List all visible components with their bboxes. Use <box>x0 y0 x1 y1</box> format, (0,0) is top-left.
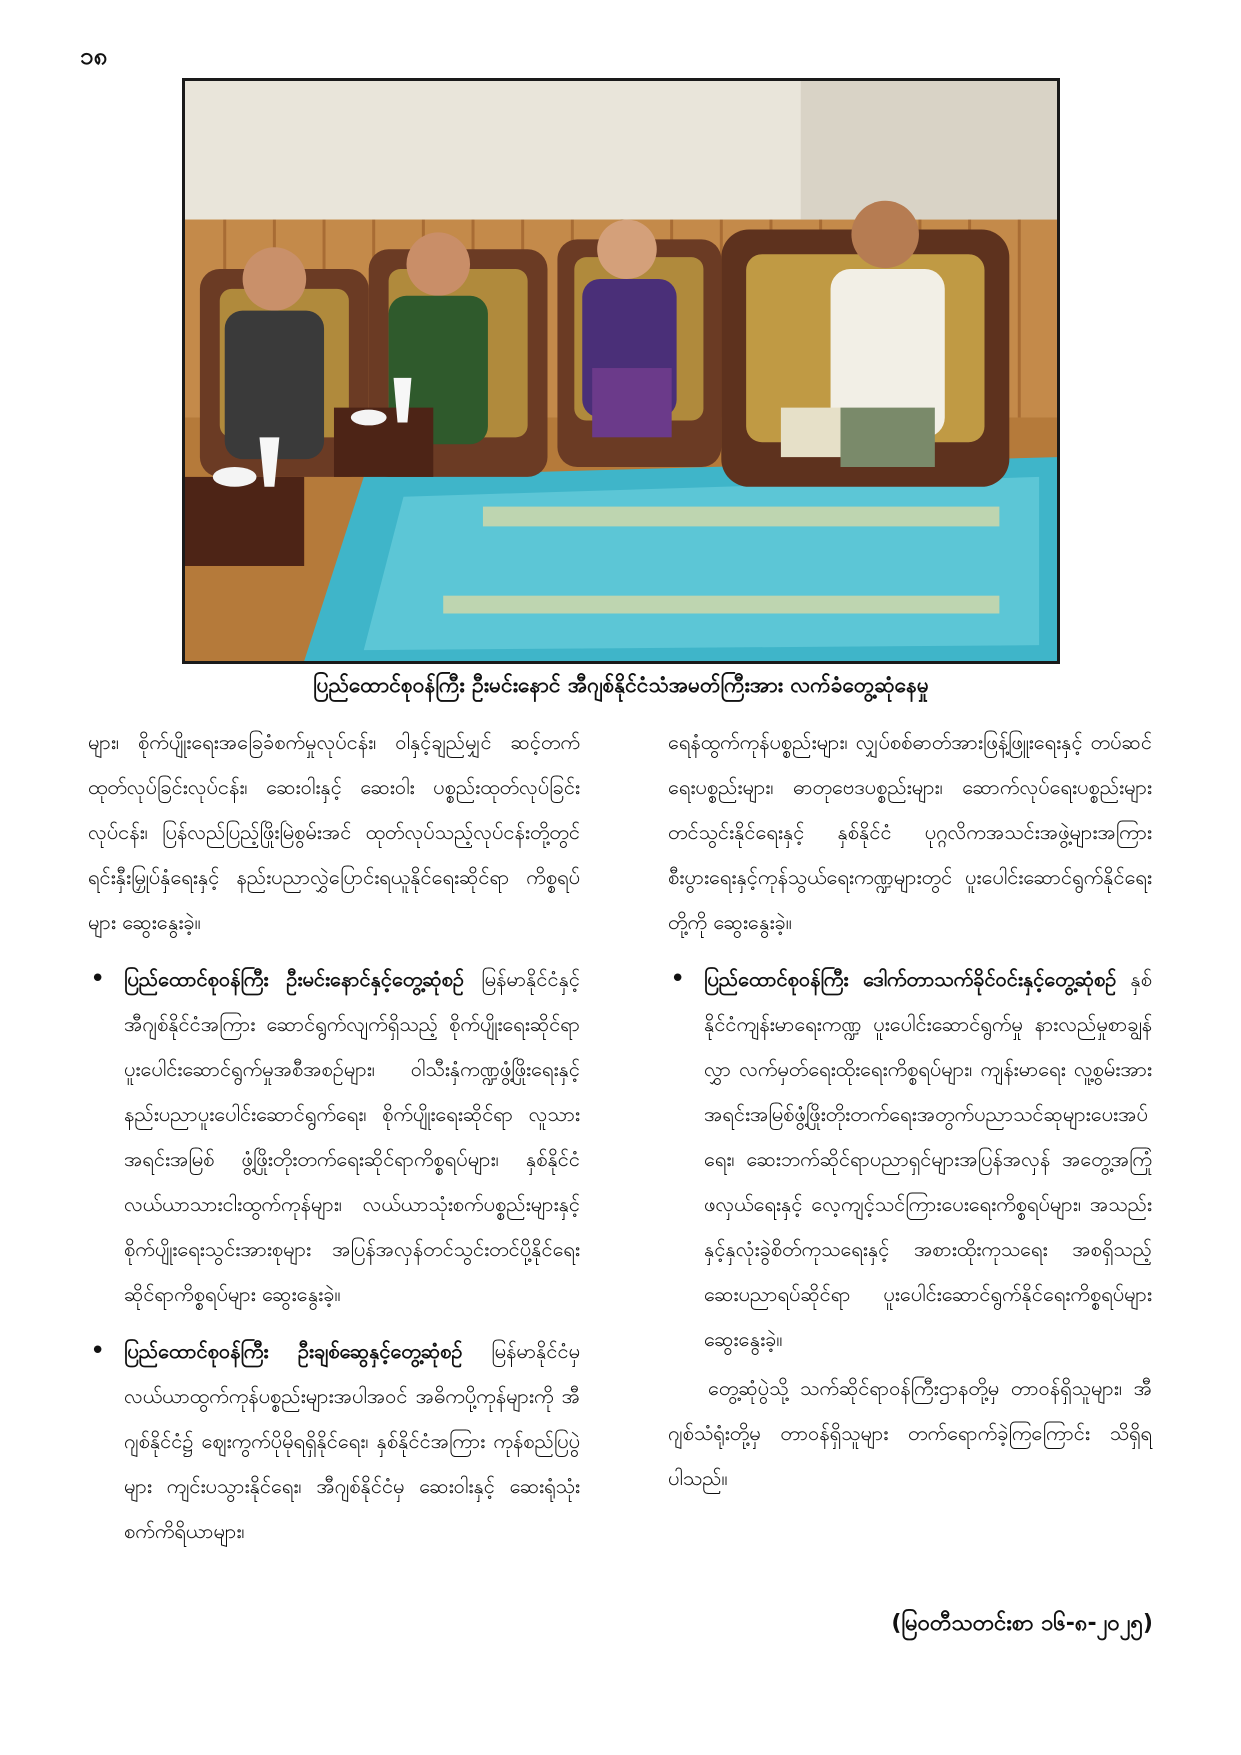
bullet-item <box>88 957 580 1317</box>
bullet-dot: • <box>90 1336 106 1366</box>
left-paragraph: များ၊ စိုက်ပျိုးရေးအခြေခံစက်မှုလုပ်ငန်း၊ ဝါနှင့်ချည်မျှင် ဆင့်တက်ထုတ်လုပ်ခြင်းလုပ်ငန်း၊ ဆေးဝါးနှင့် ဆေးဝါး ပစ္စည်းထုတ်လုပ်ခြင်းလုပ်ငန်း၊ ပြန်လည်ပြည့်ဖြိုးမြဲစွမ်းအင် ထုတ်လုပ်သည့်လုပ်ငန်းတို့တွင် ရင်းနှီးမြှုပ်နှံရေးနှင့် နည်းပညာလွှဲပြောင်းရယူနိုင်ရေးဆိုင်ရာ ကိစ္စရပ်များ ဆွေးနွေးခဲ့။ <box>88 730 580 934</box>
left-column <box>88 720 580 1554</box>
meeting-photo <box>182 78 1060 664</box>
right-column <box>668 720 1152 1501</box>
bullet-lead: ပြည်ထောင်စုဝန်ကြီး ဦးချစ်ဆွေနှင့်တွေ့ဆုံစဉ် <box>124 1339 463 1363</box>
bullet-item <box>668 957 1152 1362</box>
source-citation: (မြဝတီသတင်းစာ ၁၆-၈-၂၀၂၅) <box>891 1611 1153 1636</box>
bullet-dot: • <box>90 964 106 994</box>
photo-caption: ပြည်ထောင်စုဝန်ကြီး ဦးမင်းနောင် အီဂျစ်နိုင်ငံသံအမတ်ကြီးအား လက်ခံတွေ့ဆုံနေမှု <box>313 673 929 697</box>
bullet-body: နှစ်နိုင်ငံကျန်းမာရေးကဏ္ဍ ပူးပေါင်းဆောင်ရွက်မှု နားလည်မှုစာချွန်လွှာ လက်မှတ်ရေးထိုးရေးကိစ္စရပ်များ၊ ကျန်းမာရေး လူ့စွမ်းအားအရင်းအမြစ်ဖွံ့ဖြိုးတိုးတက်ရေးအတွက်ပညာသင်ဆုများပေးအပ်ရေး၊ ဆေးဘက်ဆိုင်ရာပညာရှင်များအပြန်အလှန် အတွေ့အကြုံဖလှယ်ရေးနှင့် လေ့ကျင့်သင်ကြားပေးရေးကိစ္စရပ်များ၊ အသည်းနှင့်နှလုံးခွဲစိတ်ကုသရေးနှင့် အစားထိုးကုသရေး အစရှိသည့် ဆေးပညာရပ်ဆိုင်ရာ ပူးပေါင်းဆောင်ရွက်နိုင်ရေးကိစ္စရပ်များဆွေးနွေးခဲ့။ <box>704 967 1152 1351</box>
bullet-lead: ပြည်ထောင်စုဝန်ကြီး ဦးမင်းနောင်နှင့်တွေ့ဆုံစဉ် <box>124 967 465 991</box>
right-paragraph: ရေနံထွက်ကုန်ပစ္စည်းများ၊ လျှပ်စစ်ဓာတ်အားဖြန့်ဖြူးရေးနှင့် တပ်ဆင်ရေးပစ္စည်းများ၊ ဓာတုဗေဒပစ္စည်းများ၊ ဆောက်လုပ်ရေးပစ္စည်းများ တင်သွင်းနိုင်ရေးနှင့် နှစ်နိုင်ငံ ပုဂ္ဂလိကအသင်းအဖွဲ့များအကြား စီးပွားရေးနှင့်ကုန်သွယ်ရေးကဏ္ဍများတွင် ပူးပေါင်းဆောင်ရွက်နိုင်ရေးတို့ကို ဆွေးနွေးခဲ့။ <box>668 730 1152 934</box>
bullet-item <box>88 1329 580 1554</box>
bullet-dot: • <box>670 964 686 994</box>
meeting-photo-icon <box>185 81 1057 661</box>
page-number: ၁၈ <box>80 42 108 70</box>
closing-paragraph: တွေ့ဆုံပွဲသို့ သက်ဆိုင်ရာဝန်ကြီးဌာနတို့မှ တာဝန်ရှိသူများ၊ အီဂျစ်သံရုံးတို့မှ တာဝန်ရှိသူများ တက်ရောက်ခဲ့ကြကြောင်း သိရှိရပါသည်။ <box>668 1376 1152 1490</box>
bullet-lead: ပြည်ထောင်စုဝန်ကြီး ဒေါက်တာသက်ခိုင်ဝင်းနှင့်တွေ့ဆုံစဉ် <box>704 967 1117 991</box>
bullet-body: မြန်မာနိုင်ငံမှ လယ်ယာထွက်ကုန်ပစ္စည်းများအပါအဝင် အဓိကပို့ကုန်များကို အီဂျစ်နိုင်ငံ၌ ဈေးကွက်ပိုမိုရရှိနိုင်ရေး၊ နှစ်နိုင်ငံအကြား ကုန်စည်ပြပွဲများ ကျင်းပသွားနိုင်ရေး၊ အီဂျစ်နိုင်ငံမှ ဆေးဝါးနှင့် ဆေးရုံသုံးစက်ကိရိယာများ၊ <box>124 1339 581 1543</box>
bullet-body: မြန်မာနိုင်ငံနှင့် အီဂျစ်နိုင်ငံအကြား ဆောင်ရွက်လျက်ရှိသည့် စိုက်ပျိုးရေးဆိုင်ရာ ပူးပေါင်းဆောင်ရွက်မှုအစီအစဉ်များ၊ ဝါသီးနှံကဏ္ဍဖွံ့ဖြိုးရေးနှင့် နည်းပညာပူးပေါင်းဆောင်ရွက်ရေး၊ စိုက်ပျိုးရေးဆိုင်ရာ လူသားအရင်းအမြစ် ဖွံ့ဖြိုးတိုးတက်ရေးဆိုင်ရာကိစ္စရပ်များ၊ နှစ်နိုင်ငံ လယ်ယာသားငါးထွက်ကုန်များ၊ လယ်ယာသုံးစက်ပစ္စည်းများနှင့် စိုက်ပျိုးရေးသွင်းအားစုများ အပြန်အလှန်တင်သွင်းတင်ပို့နိုင်ရေးဆိုင်ရာကိစ္စရပ်များ ဆွေးနွေးခဲ့။ <box>124 967 580 1306</box>
